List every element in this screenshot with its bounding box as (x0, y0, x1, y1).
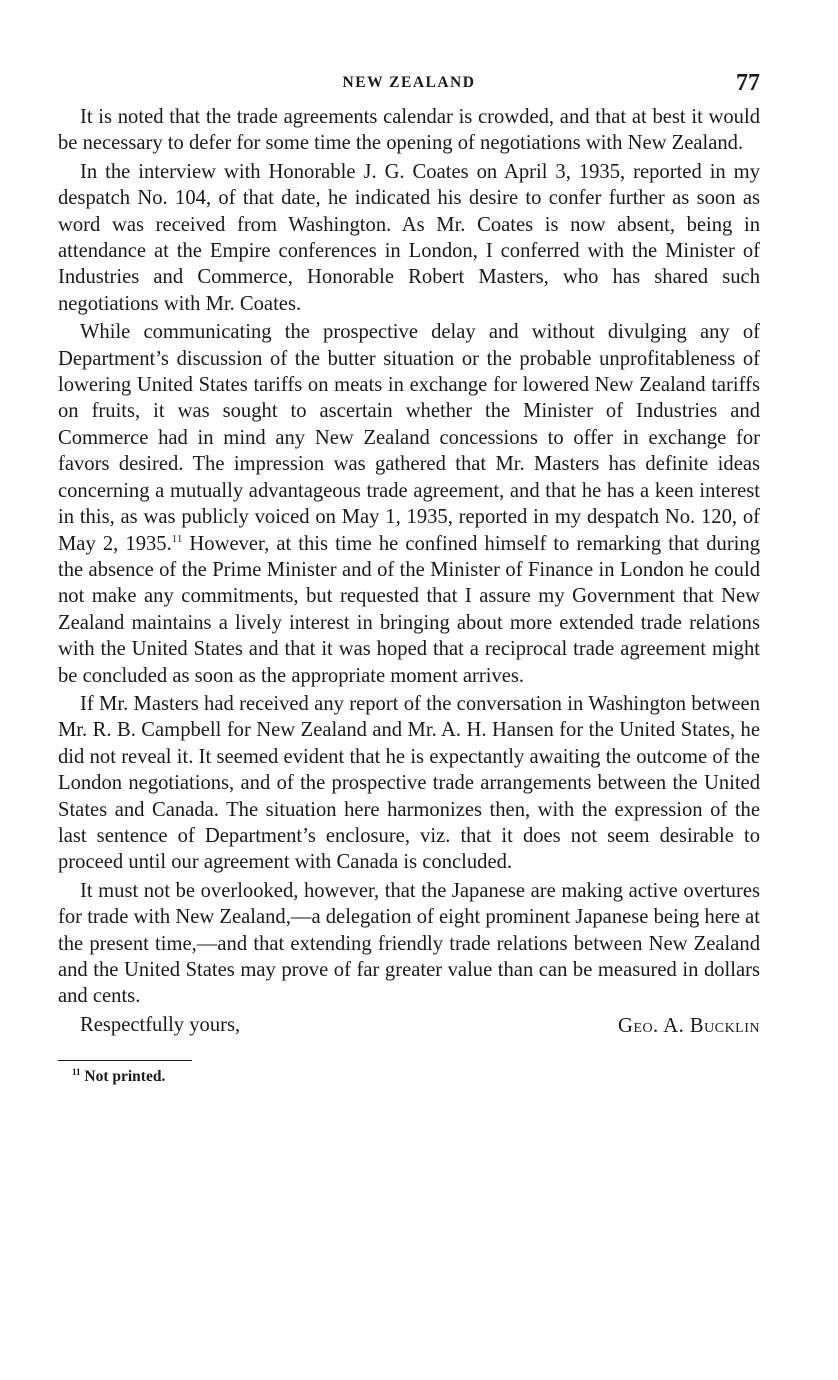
footnote-marker: 11 (72, 1066, 81, 1077)
page-number: 77 (736, 70, 760, 96)
paragraph-coates-interview: In the interview with Honorable J. G. Coates on April 3, 1935, reported in my despatch No. 104, of that date, he indicated his desire to confer further as soon as word was received from Washington. As Mr. Coates is now absent, being in attendance at the Empire conferences in London, I conferred with the Minister of Industries and Commerce, Honorable Robert Masters, who has shared such negotiations with Mr. Coates. (58, 160, 760, 315)
footnote-divider (58, 1060, 192, 1061)
footnote (58, 1067, 760, 1087)
letter-closing (58, 1012, 760, 1044)
paragraph-masters-discussion (58, 319, 760, 689)
salutation: Respectfully yours, (80, 1013, 241, 1036)
signature: Geo. A. Bucklin (618, 1014, 760, 1037)
footnote-reference: 11 (171, 532, 183, 545)
document-page (58, 70, 760, 1087)
paragraph-japanese-overtures: It must not be overlooked, however, that the Japanese are making active overtures for trade with New Zealand,—a delegation of eight prominent Japanese being here at the present time,—and that extending friendly trade relations between New Zealand and the United States may prove of far greater value than can be measured in dollars and cents. (58, 879, 760, 1008)
running-title: NEW ZEALAND (342, 74, 476, 91)
footnote-text: Not printed. (84, 1067, 166, 1085)
paragraph-masters-text-a: While communicating the prospective delay and without divulging any of Department’s discussion of the butter situation or the probable unprofitableness of lowering United States tariffs on meats in exchange for lowered New Zealand tariffs on fruits, it was sought to ascertain whether the Minister of Industries and Commerce had in mind any New Zealand concessions to offer in exchange for favors desired. The impression was gathered that Mr. Masters has definite ideas concerning a mutually advantageous trade agreement, and that he has a keen interest in this, as was publicly voiced on May 1, 1935, reported in my despatch No. 120, of May 2, 1935. (58, 321, 760, 555)
paragraph-trade-calendar: It is noted that the trade agreements calendar is crowded, and that at best it would be necessary to defer for some time the opening of negotiations with New Zealand. (58, 106, 760, 155)
paragraph-washington-conversation: If Mr. Masters had received any report of the conversation in Washington between Mr. R. B. Campbell for New Zealand and Mr. A. H. Hansen for the United States, he did not reveal it. It seemed evident that he is expectantly awaiting the outcome of the London negotiations, and of the prospective trade arrangements between the United States and Canada. The situation here harmonizes then, with the expression of the last sentence of Department’s enclosure, viz. that it does not seem desirable to proceed until our agreement with Canada is concluded. (58, 692, 760, 874)
running-head (58, 70, 760, 104)
paragraph-masters-text-b: However, at this time he confined himself to remarking that during the absence of the Prime Minister and of the Minister of Finance in London he could not make any commitments, but requested that I assure my Government that New Zealand maintains a lively interest in bringing about more extended trade relations with the United States and that it was hoped that a reciprocal trade agreement might be concluded as soon as the appropriate moment arrives. (58, 532, 761, 687)
